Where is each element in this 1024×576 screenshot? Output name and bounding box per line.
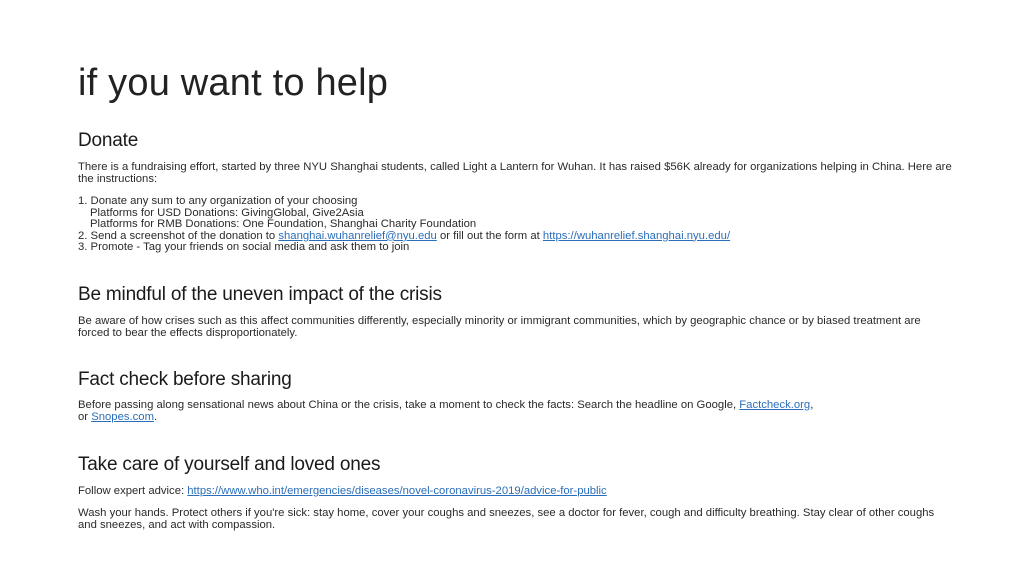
email-link[interactable]: shanghai.wuhanrelief@nyu.edu [278,229,437,242]
donate-step-1: 1. Donate any sum to any organization of your choosing [78,195,358,207]
who-link[interactable]: https://www.who.int/emergencies/diseases/novel-coronavirus-2019/advice-for-public [187,485,607,497]
usd-platforms: Platforms for USD Donations: GivingGlobal, Give2Asia [90,206,364,219]
form-link[interactable]: https://wuhanrelief.shanghai.nyu.edu/ [542,229,731,242]
care-body: Wash your hands. Protect others if you're sick: stay home, cover your coughs and sneezes, see a doctor for fever, cough and difficulty breathing. Stay clear of other coughs and sneezes, and act with compassion. [78,507,935,531]
factcheck-text: Before passing along sensational news about China or the crisis, take a moment to check the facts: Search the headline on Google, [78,399,740,411]
mindful-body: Be aware of how crises such as this affect communities differently, especially minority or immigrant communities, which by geographic chance or by biased treatment are forced to bear the effects disproportionately. [78,315,921,339]
page-title: if you want to help [78,62,389,104]
factcheck-line-2 [78,412,953,424]
factcheck-end: . [153,410,158,423]
step-2-mid-text: or fill out the form at [436,229,543,242]
factcheck-or: or [78,410,92,423]
donate-steps [78,196,953,254]
factcheck-heading: Fact check before sharing [78,369,292,390]
care-advice-text: Follow expert advice: [78,485,188,497]
step-2-text: 2. Send a screenshot of the donation to [78,229,279,242]
factcheck-sep: , [810,399,814,411]
rmb-platforms: Platforms for RMB Donations: One Foundation, Shanghai Charity Foundation [90,218,477,231]
factcheck-body [78,400,953,423]
donate-heading: Donate [78,130,139,151]
care-heading: Take care of yourself and loved ones [78,454,381,475]
mindful-heading: Be mindful of the uneven impact of the crisis [78,284,442,305]
factcheck-link[interactable]: Factcheck.org [739,399,811,411]
donate-intro: There is a fundraising effort, started by three NYU Shanghai students, called Light a Lantern for Wuhan. It has raised $56K already for organizations helping in China. Here are the instructions: [78,161,952,185]
snopes-link[interactable]: Snopes.com [91,410,154,423]
care-advice [78,486,953,498]
donate-step-3: 3. Promote - Tag your friends on social media and ask them to join [78,241,410,254]
